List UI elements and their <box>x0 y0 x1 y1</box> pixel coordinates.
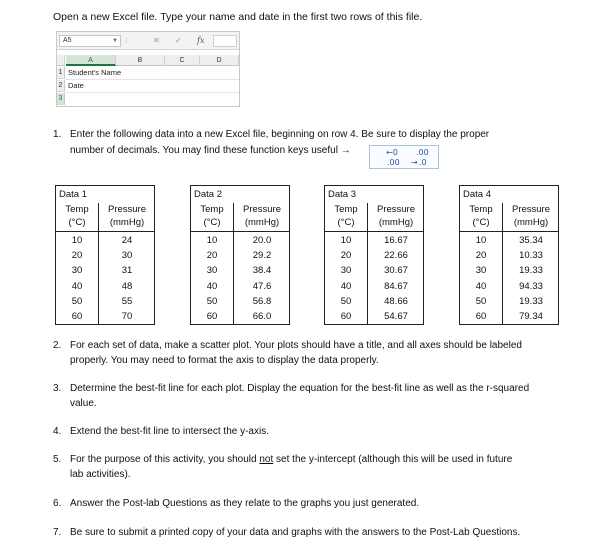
temp-header <box>325 203 367 229</box>
header-unit: (°C) <box>337 217 355 228</box>
header-unit: (mmHg) <box>378 217 414 228</box>
instruction-text: value. <box>70 398 97 409</box>
intro-instruction: Open a new Excel file. Type your name and date in the first two rows of this file. <box>53 11 423 23</box>
name-box[interactable] <box>59 35 121 47</box>
item-number: 2. <box>53 340 62 351</box>
pressure-cell: 56.8 <box>252 296 272 307</box>
header-line: Pressure <box>511 204 550 215</box>
temp-cell: 10 <box>206 235 218 246</box>
temp-cell: 40 <box>475 281 487 292</box>
temp-cell: 20 <box>340 250 352 261</box>
table-title: Data 4 <box>463 189 491 200</box>
temp-cell: 50 <box>475 296 487 307</box>
temp-cell: 50 <box>206 296 218 307</box>
pressure-cell: 20.0 <box>252 235 272 246</box>
pressure-cell: 19.33 <box>519 265 543 276</box>
column-header-b[interactable]: B <box>116 55 165 66</box>
temp-cell: 20 <box>206 250 218 261</box>
header-line: Pressure <box>242 204 281 215</box>
divider <box>191 231 289 232</box>
temp-cell: 30 <box>475 265 487 276</box>
pressure-cell: 94.33 <box>519 281 543 292</box>
grid-line <box>65 92 239 93</box>
instruction-3 <box>53 382 593 412</box>
item-number: 1. <box>53 129 62 140</box>
column-header-a[interactable]: A <box>66 55 116 66</box>
pressure-cell: 38.4 <box>252 265 272 276</box>
temp-cell: 50 <box>340 296 352 307</box>
formula-bar <box>57 32 239 50</box>
pressure-cell: 24 <box>121 235 133 246</box>
instruction-text: lab activities). <box>70 469 131 480</box>
pressure-header <box>99 203 155 229</box>
temp-cell: 10 <box>71 235 83 246</box>
cancel-icon[interactable]: ✕ <box>153 36 160 45</box>
instruction-4 <box>53 425 593 440</box>
row-header-2[interactable]: 2 <box>57 80 65 92</box>
divider <box>460 231 558 232</box>
header-line: Temp <box>200 204 224 215</box>
instruction-text: For each set of data, make a scatter plot. Your plots should have a title, and all axes should be labeled <box>70 340 522 351</box>
pressure-cell: 48.66 <box>384 296 408 307</box>
item-number: 4. <box>53 426 62 437</box>
instruction-5 <box>53 453 593 483</box>
data-table-2 <box>190 185 290 325</box>
text-segment: set the y-intercept (although this will be used in future <box>273 454 513 465</box>
instruction-7 <box>53 526 593 541</box>
pressure-cell: 22.66 <box>384 250 408 261</box>
decrease-decimal-label: .00 <box>387 158 400 167</box>
pressure-cell: 47.6 <box>252 281 272 292</box>
pressure-header <box>503 203 559 229</box>
pressure-header <box>234 203 290 229</box>
instruction-text: Extend the best-fit line to intersect the y-axis. <box>70 426 269 437</box>
temp-header <box>191 203 233 229</box>
temp-cell: 40 <box>206 281 218 292</box>
instruction-6 <box>53 497 593 512</box>
instruction-1 <box>53 128 553 158</box>
item-number: 3. <box>53 383 62 394</box>
item-number: 5. <box>53 454 62 465</box>
pressure-cell: 79.34 <box>519 311 543 322</box>
decrease-decimal-value: .0 <box>419 158 427 167</box>
decimal-buttons <box>369 145 439 169</box>
header-unit: (mmHg) <box>109 217 145 228</box>
instruction-text: Determine the best-fit line for each plot. Display the equation for the best-fit line as well as the r-squared <box>70 383 530 394</box>
temp-cell: 10 <box>475 235 487 246</box>
header-line: Temp <box>469 204 493 215</box>
increase-decimal-label: .00 <box>416 148 429 157</box>
pressure-cell: 48 <box>121 281 133 292</box>
select-all-corner[interactable] <box>57 55 65 66</box>
header-unit: (°C) <box>203 217 221 228</box>
header-line: Temp <box>65 204 89 215</box>
column-header-d[interactable]: D <box>200 55 239 66</box>
text-segment: For the purpose of this activity, you should <box>70 454 260 465</box>
instruction-text: Enter the following data into a new Excel file, beginning on row 4. Be sure to display the proper <box>70 129 490 140</box>
header-unit: (°C) <box>68 217 86 228</box>
header-line: Temp <box>334 204 358 215</box>
separator-dots-icon: ⁝ <box>125 36 128 45</box>
divider <box>56 231 154 232</box>
temp-cell: 30 <box>206 265 218 276</box>
pressure-cell: 66.0 <box>252 311 272 322</box>
table-title: Data 2 <box>194 189 222 200</box>
header-unit: (mmHg) <box>244 217 280 228</box>
temp-cell: 60 <box>206 311 218 322</box>
pressure-cell: 70 <box>121 311 133 322</box>
instruction-text: number of decimals. You may find these function keys useful → <box>70 145 351 156</box>
temp-cell: 20 <box>475 250 487 261</box>
item-number: 6. <box>53 498 62 509</box>
temp-cell: 40 <box>340 281 352 292</box>
pressure-cell: 35.34 <box>519 235 543 246</box>
data-table-1 <box>55 185 155 325</box>
row-header-1[interactable]: 1 <box>57 67 65 79</box>
instruction-text: Answer the Post-lab Questions as they relate to the graphs you just generated. <box>70 498 420 509</box>
row-header-3[interactable]: 3 <box>57 93 65 105</box>
data-table-3 <box>324 185 424 325</box>
grid-line <box>65 79 239 80</box>
pressure-cell: 16.67 <box>384 235 408 246</box>
table-title: Data 1 <box>59 189 87 200</box>
temp-cell: 40 <box>71 281 83 292</box>
pressure-cell: 31 <box>121 265 133 276</box>
enter-icon[interactable]: ✓ <box>175 36 182 45</box>
temp-cell: 60 <box>475 311 487 322</box>
excel-snippet <box>56 31 240 107</box>
instruction-text: properly. You may need to format the axis to display the data properly. <box>70 355 379 366</box>
header-line: Pressure <box>107 204 146 215</box>
pressure-cell: 10.33 <box>519 250 543 261</box>
function-icon[interactable]: fx <box>197 36 205 45</box>
temp-cell: 10 <box>340 235 352 246</box>
chevron-down-icon[interactable]: ▼ <box>112 38 118 44</box>
item-number: 7. <box>53 527 62 538</box>
divider <box>325 231 423 232</box>
temp-cell: 60 <box>340 311 352 322</box>
instruction-2 <box>53 339 593 369</box>
temp-cell: 30 <box>71 265 83 276</box>
pressure-cell: 30.67 <box>384 265 408 276</box>
table-title: Data 3 <box>328 189 356 200</box>
pressure-cell: 54.67 <box>384 311 408 322</box>
cell-a1[interactable]: Student's Name <box>68 68 122 77</box>
increase-decimal-icon[interactable]: ←0 <box>386 148 398 157</box>
pressure-cell: 19.33 <box>519 296 543 307</box>
name-box-value: A5 <box>63 37 72 44</box>
data-table-4 <box>459 185 559 325</box>
temp-header <box>56 203 98 229</box>
temp-cell: 20 <box>71 250 83 261</box>
temp-cell: 60 <box>71 311 83 322</box>
header-unit: (mmHg) <box>513 217 549 228</box>
pressure-header <box>368 203 424 229</box>
header-unit: (°C) <box>472 217 490 228</box>
pressure-cell: 55 <box>121 296 133 307</box>
instruction-text: Be sure to submit a printed copy of your data and graphs with the answers to the Post-Lab Questions. <box>70 527 521 538</box>
pressure-cell: 29.2 <box>252 250 272 261</box>
column-header-c[interactable]: C <box>165 55 200 66</box>
emphasis-text: not <box>259 454 274 465</box>
pressure-cell: 84.67 <box>384 281 408 292</box>
temp-cell: 50 <box>71 296 83 307</box>
temp-header <box>460 203 502 229</box>
header-line: Pressure <box>376 204 415 215</box>
pressure-cell: 30 <box>121 250 133 261</box>
decrease-decimal-icon[interactable]: → <box>411 158 418 167</box>
instruction-text <box>70 453 512 467</box>
temp-cell: 30 <box>340 265 352 276</box>
formula-input[interactable] <box>213 35 237 47</box>
cell-a2[interactable]: Date <box>68 81 84 90</box>
